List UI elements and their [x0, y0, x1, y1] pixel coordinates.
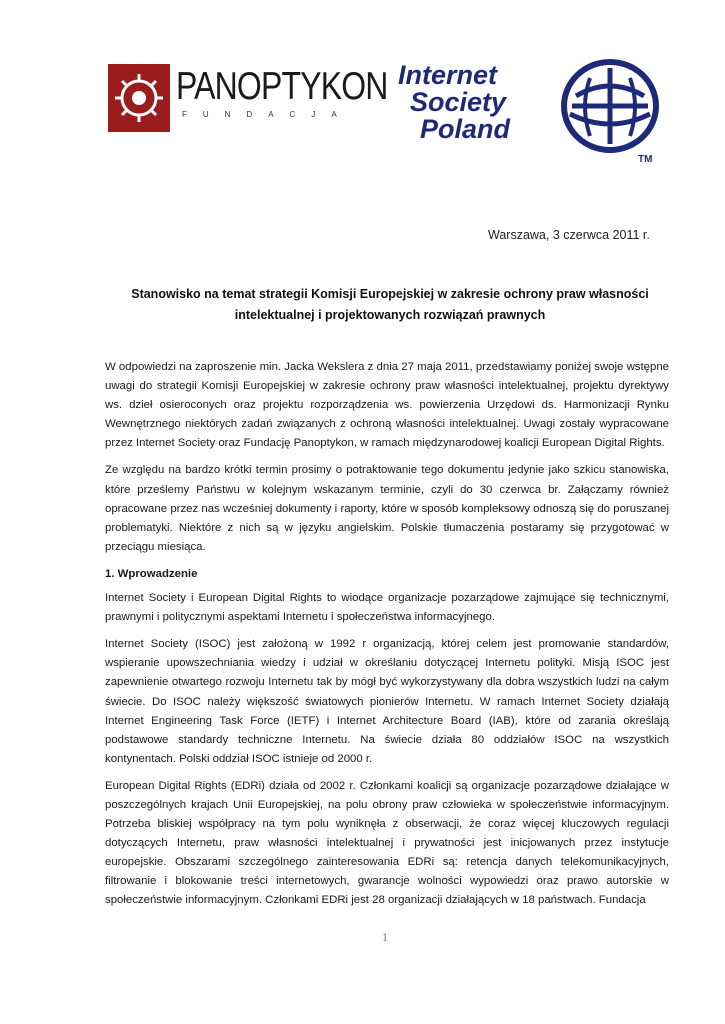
paragraph-deadline: Ze względu na bardzo krótki termin prosimy o potraktowanie tego dokumentu jedynie jako szkicu stanowiska, które prześlemy Państwu w kolejnym wskazanym terminie, czyli do 30 czerwca br. Załączamy również opracowane przez nas wcześniej dokumenty i raporty, które w sposób kompleksowy odnoszą się do poruszanej problematyki. Niektóre z nich są w języku angielskim. Polskie tłumaczenia postaramy się przygotować w przeciągu miesiąca. [105, 464, 669, 553]
logos-header [108, 56, 668, 176]
panoptykon-logo [108, 64, 434, 132]
paragraph-isoc: Internet Society (ISOC) jest założoną w 1992 r organizacją, której celem jest promowanie standardów, wspieranie upowszechniania wiedzy i udział w określaniu dotyczącej Internetu polityki. Misją ISOC jest zapewnienie otwartego rozwoju Internetu tak by mógł być wykorzystywany dla dobra wszystkich ludzi na całym świecie. Do ISOC należy większość światowych pionierów Internetu. W ramach Internet Society działają Internet Engineering Task Force (IETF) i Internet Architecture Board (IAB), które od zarania określają podstawowe standardy techniczne Internetu. Na świecie działa 80 oddziałów ISOC na wszystkich kontynentach. Polski oddział ISOC istnieje od 2000 r. [105, 638, 669, 765]
paragraph-edri: European Digital Rights (EDRi) działa od 2002 r. Członkami koalicji są organizacje pozarządowe działające w poszczególnych krajach Unii Europejskiej, na polu obrony praw człowieka w społeczeństwie informacyjnym. Potrzeba bliskiej współpracy na tym polu wyniknęła z obserwacji, że coraz więcej kluczowych regulacji dotyczących Internetu, praw własności intelektualnej i prywatności jest inicjowanych przez instytucje europejskie. Obszarami szczególnego zainteresowania EDRi są: retencja danych telekomunikacyjnych, filtrowanie i blokowanie treści internetowych, gwarancje wolności wypowiedzi oraz prawo autorskie w społeczeństwie informacyjnym. Członkami EDRi jest 28 organizacji działających w 18 państwach. Fundacja [105, 779, 669, 907]
section-heading-introduction: 1. Wprowadzenie [105, 567, 198, 580]
isoc-line-poland: Poland [420, 114, 511, 144]
panoptykon-subtitle: FUNDACJA [182, 110, 353, 119]
isoc-line-internet: Internet [398, 60, 498, 90]
isoc-tm-mark: TM [638, 154, 653, 165]
title-line-1: Stanowisko na temat strategii Komisji Europejskiej w zakresie ochrony praw własności [131, 287, 649, 301]
page-number: 1 [382, 930, 388, 944]
title-line-2: intelektualnej i projektowanych rozwiązań prawnych [234, 308, 546, 322]
paragraph-organizations: Internet Society i European Digital Rights to wiodące organizacje pozarządowe zajmujące się technicznymi, prawnymi i politycznymi aspektami Internetu i społeczeństwa informacyjnego. [105, 592, 669, 624]
panoptykon-name: PANOPTYKON [176, 65, 388, 108]
document-title [110, 284, 670, 326]
panoptykon-emblem-icon [108, 64, 170, 132]
isoc-poland-logo [398, 56, 668, 176]
document-date: Warszawa, 3 czerwca 2011 r. [488, 228, 650, 242]
document-body [105, 358, 669, 919]
isoc-line-society: Society [410, 87, 507, 117]
paragraph-intro: W odpowiedzi na zaproszenie min. Jacka Wekslera z dnia 27 maja 2011, przedstawiamy poniżej swoje wstępne uwagi do strategii Komisji Europejskiej w zakresie ochrony praw własności intelektualnej, projektu dyrektywy ws. dzieł osieroconych oraz projektu rozporządzenia ws. powierzenia Urzędowi ds. Harmonizacji Rynku Wewnętrznego niektórych zadań związanych z ochroną własności intelektualnej. Uwagi zostały wypracowane przez Internet Society oraz Fundację Panoptykon, w ramach międzynarodowej koalicji European Digital Rights. [105, 361, 669, 450]
isoc-globe-icon [558, 56, 668, 168]
isoc-wordmark [398, 62, 510, 143]
